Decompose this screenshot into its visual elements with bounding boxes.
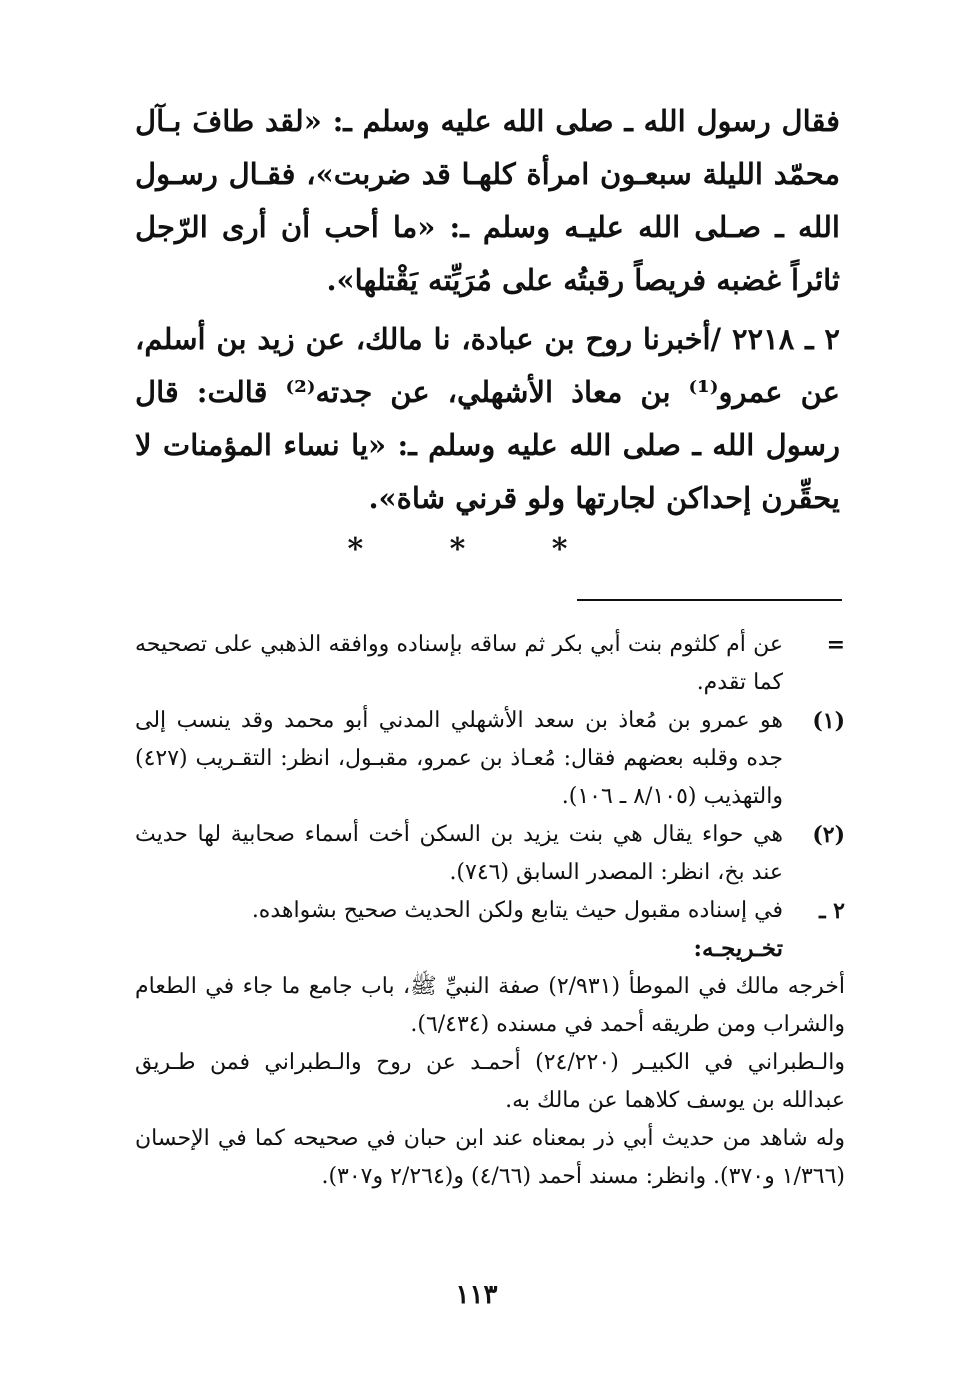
footnote-label: = [826, 632, 845, 658]
page-number: ١١٣ [455, 1280, 498, 1310]
takhrij-heading: تخـريجـه: [693, 935, 783, 962]
section-separator: * * * [347, 532, 606, 567]
hadith-number: ٢ ـ ٢٢١٨ [731, 322, 840, 356]
footnote-text: في إسناده مقبول حيث يتابع ولكن الحديث صحيح بشواهده. [251, 898, 783, 923]
footnote-text: هو عمرو بن مُعاذ بن سعد الأشهلي المدني أبو محمد وقد ينسب إلى جده وقلبه بعضهم فقال: مُعـاذ بن عمرو، مقبـول، انظر: التقـريب (٤٢٧) والتهذيب (٨/١٠٥ ـ ١٠٦). [135, 708, 783, 809]
footnote-label: ٢ ـ [819, 898, 845, 924]
footnote-rule [577, 599, 842, 601]
footnote-text: هي حواء يقال هي بنت يزيد بن السكن أخت أسماء صحابية لها حديث عند بخ، انظر: المصدر السابق (٧٤٦). [135, 822, 783, 885]
main-text [135, 95, 840, 531]
footnote-text: عن أم كلثوم بنت أبي بكر ثم ساقه بإسناده ووافقه الذهبي على تصحيحه كما تقدم. [135, 632, 783, 695]
footnote-label: (٢) [812, 822, 845, 848]
footnote-2 [135, 816, 845, 892]
footnote-1 [135, 702, 845, 816]
takhrij-line: أخرجه مالك في الموطأ (٢/٩٣١) صفة النبيِّ ﷺ، باب جامع ما جاء في الطعام والشراب ومن طريقه أحمد في مسنده (٦/٤٣٤). [135, 974, 845, 1037]
footnote-continuation [135, 626, 845, 702]
footnote-hadith-grade [135, 892, 845, 930]
paragraph-2 [135, 313, 840, 525]
paragraph-1: فقال رسول الله ـ صلى الله عليه وسلم ـ: «لقد طافَ بـآل محمّد الليلة سبعـون امرأة كلهـا قد ضربت»، فقـال رسـول الله ـ صـلى الله عليـه وسلم ـ: «ما أحب أن أرى الرّجل ثائراً غضبه فريصاً رقبتُه على مُرَيِّته يَقْتلها». [135, 104, 840, 297]
footnotes [135, 626, 845, 1196]
takhrij-line: والـطبراني في الكبيـر (٢٤/٢٢٠) أحمـد عن روح والـطبراني فمن طـريق عبدالله بن يوسف كلاهما عن مالك به. [135, 1050, 845, 1113]
footnote-label: (١) [812, 708, 845, 734]
paragraph-2-text: /أخبرنا روح بن عبادة، نا مالك، عن زيد بن أسلم، عن عمرو⁽¹⁾ بن معاذ الأشهلي، عن جدته⁽²⁾ قالت: قال رسول الله ـ صلى الله عليه وسلم ـ: «يا نساء المؤمنات لا يحقِّرن إحداكن لجارتها ولو قرني شاة». [135, 322, 840, 515]
takhrij-line: وله شاهد من حديث أبي ذر بمعناه عند ابن حبان في صحيحه كما في الإحسان (١/٣٦٦ و٣٧٠). وانظر: مسند أحمد (٤/٦٦) و(٢/٢٦٤ و٣٠٧). [135, 1126, 845, 1189]
